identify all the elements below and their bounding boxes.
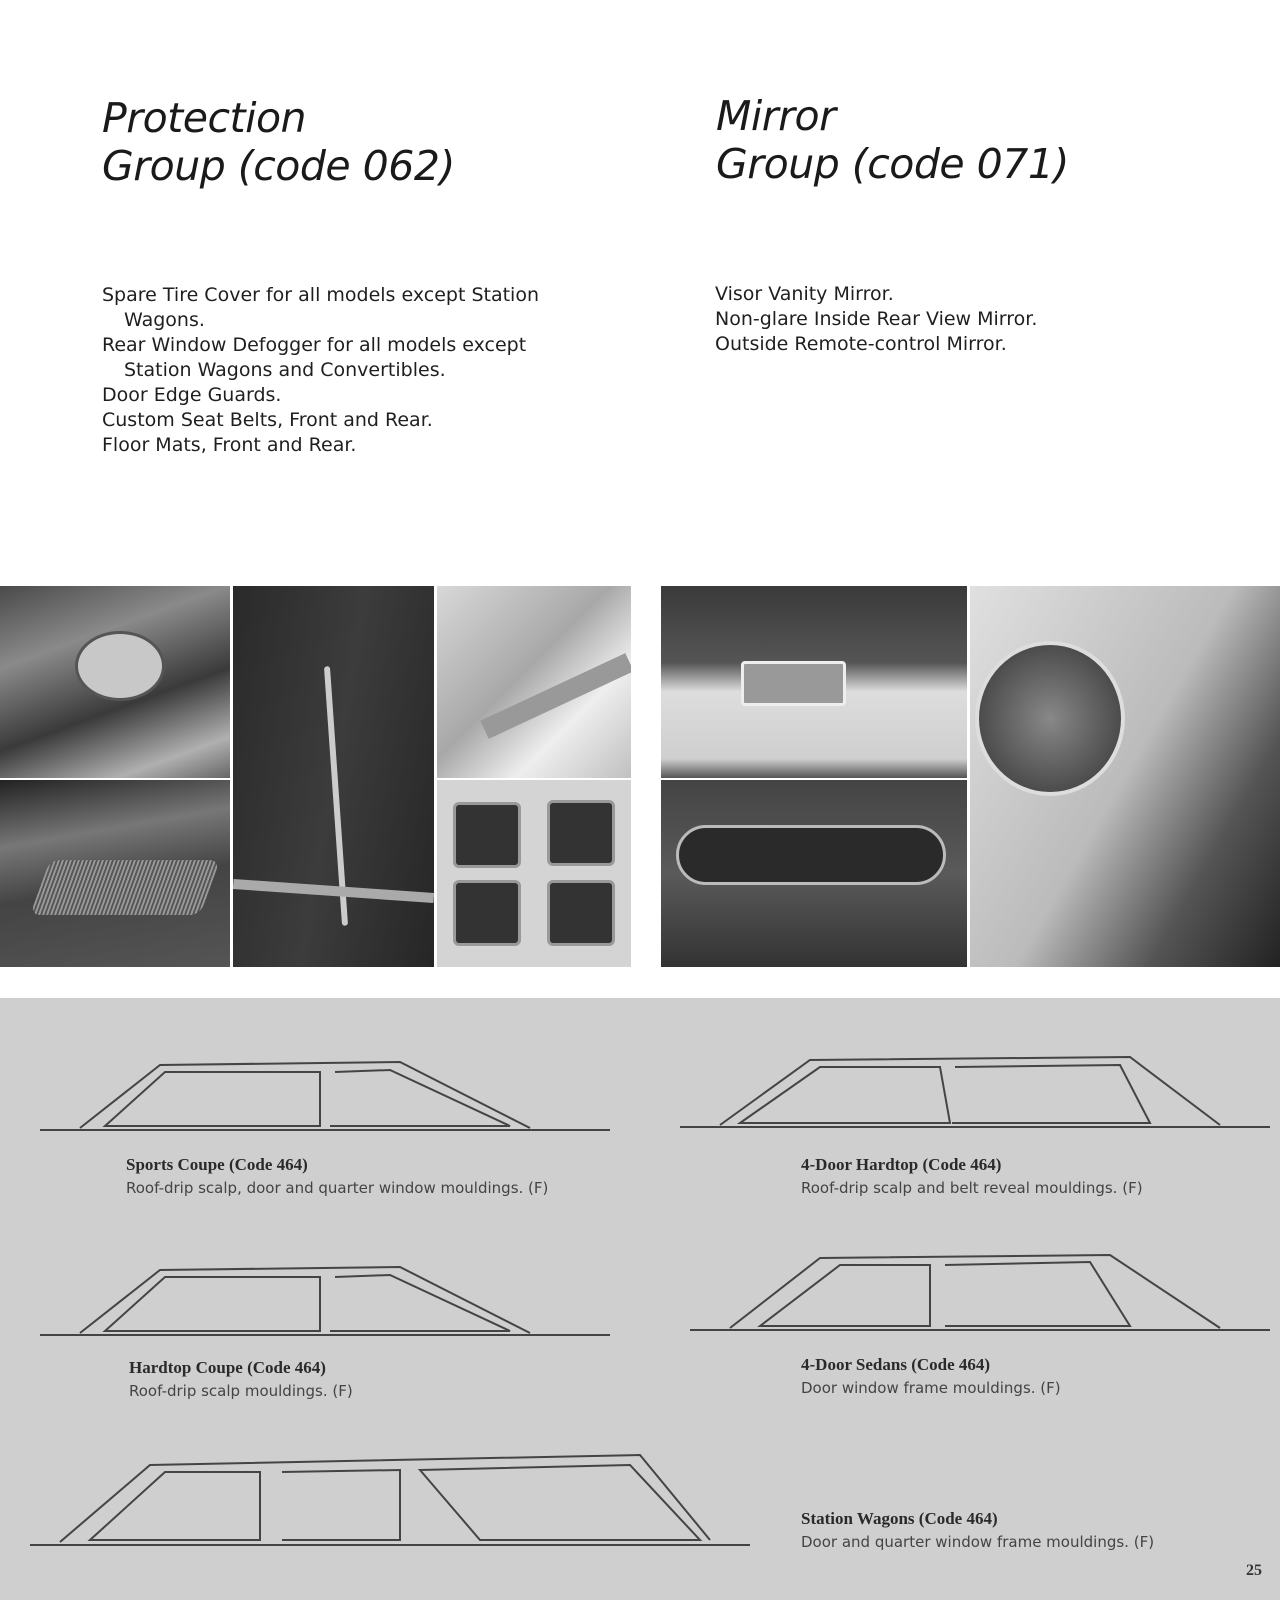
caption-title: 4-Door Sedans (Code 464) [801, 1355, 991, 1374]
photo-inside-rear-view-mirror [661, 780, 967, 967]
list-item: Visor Vanity Mirror. [715, 283, 894, 305]
list-item [102, 408, 572, 433]
title-line: Group (code 071) [716, 140, 1069, 188]
title-line: Protection [102, 94, 307, 142]
title-line: Mirror [716, 92, 836, 140]
caption-station-wagons [801, 1508, 1221, 1553]
caption-title: 4-Door Hardtop (Code 464) [801, 1155, 1002, 1174]
photo-rear-window-defogger [0, 780, 230, 967]
caption-hardtop-coupe [129, 1357, 569, 1402]
mirror-items [715, 282, 1115, 357]
item-text: Floor Mats, Front and Rear. [102, 434, 357, 456]
caption-title: Hardtop Coupe (Code 464) [129, 1358, 326, 1377]
caption-4-door-sedans [801, 1354, 1221, 1399]
title-line: Group (code 062) [102, 142, 455, 190]
caption-desc: Door and quarter window frame mouldings. (F) [801, 1533, 1155, 1551]
photo-spare-tire-cover [0, 586, 230, 778]
item-text: Spare Tire Cover for all models except Station [102, 284, 539, 306]
caption-title: Station Wagons (Code 464) [801, 1509, 998, 1528]
page-number: 25 [1246, 1562, 1262, 1579]
photo-custom-seat-belts [437, 586, 631, 778]
item-text-cont: Wagons. [124, 309, 205, 331]
photo-door-edge-guards [233, 586, 434, 967]
list-item [102, 333, 572, 383]
caption-desc: Roof-drip scalp, door and quarter window mouldings. (F) [126, 1179, 549, 1197]
protection-group-title [102, 94, 455, 190]
photo-outside-remote-mirror [970, 586, 1280, 967]
item-text: Rear Window Defogger for all models except [102, 334, 527, 356]
list-item [102, 433, 572, 458]
item-text: Door Edge Guards. [102, 384, 282, 406]
caption-sports-coupe [126, 1154, 566, 1199]
caption-desc: Roof-drip scalp and belt reveal mouldings. (F) [801, 1179, 1143, 1197]
list-item: Outside Remote-control Mirror. [715, 333, 1007, 355]
caption-title: Sports Coupe (Code 464) [126, 1155, 308, 1174]
caption-desc: Door window frame mouldings. (F) [801, 1379, 1061, 1397]
photo-floor-mats [437, 780, 631, 967]
4-door-sedan-drawing [690, 1240, 1280, 1350]
list-item: Non-glare Inside Rear View Mirror. [715, 308, 1038, 330]
4-door-hardtop-drawing [680, 1045, 1280, 1155]
station-wagon-drawing [20, 1440, 760, 1570]
list-item [102, 383, 572, 408]
list-item [102, 283, 572, 333]
caption-4-door-hardtop [801, 1154, 1221, 1199]
hardtop-coupe-drawing [20, 1255, 620, 1365]
item-text: Custom Seat Belts, Front and Rear. [102, 409, 433, 431]
mirror-group-title [716, 92, 1069, 188]
caption-desc: Roof-drip scalp mouldings. (F) [129, 1382, 353, 1400]
sports-coupe-drawing [20, 1050, 620, 1160]
item-text-cont: Station Wagons and Convertibles. [124, 359, 446, 381]
protection-items [102, 283, 572, 458]
photo-visor-vanity-mirror [661, 586, 967, 778]
